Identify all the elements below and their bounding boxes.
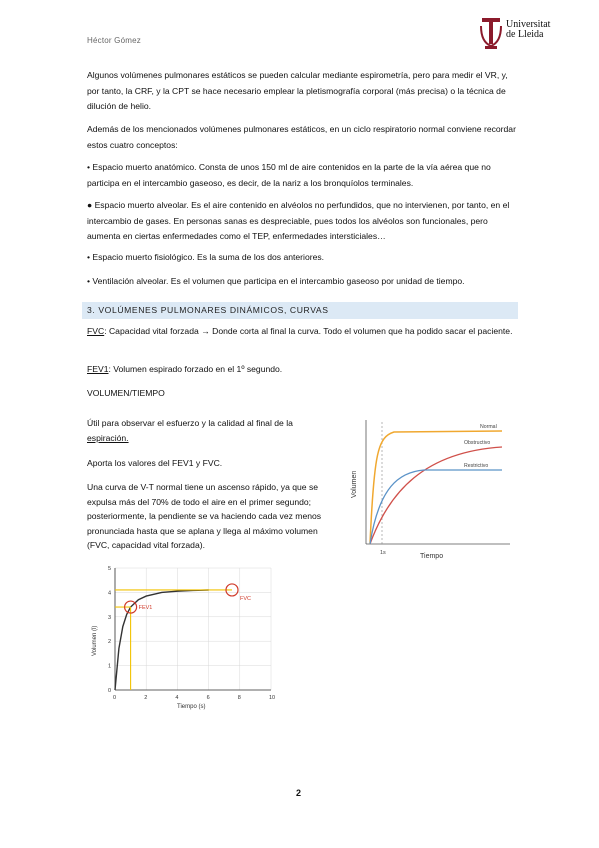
bullet-anatomic-dead-space: • Espacio muerto anatómico. Consta de unos 150 ml de aire contenidos en la parte de la vía aérea que no participa en el intercambio gaseoso, es decir, de la nariz a los bronquíolos terminales.	[87, 162, 491, 188]
bullet-alveolar-dead-space: ● Espacio muerto alveolar. Es el aire contenido en alvéolos no perfundidos, que no intervienen, por tanto, en el intercambio de gases. En personas sanas es despreciable, pues todos los alvéolos son funcionales, pero aumenta en ciertas enfermedades como el TEP, enfermedades intersticiales…	[87, 200, 510, 241]
university-logo	[478, 16, 551, 52]
subheading: VOLUMEN/TIEMPO	[87, 388, 165, 398]
y-tick-label: 4	[108, 590, 112, 597]
logo-line-2: de Lleida	[506, 29, 544, 40]
y-axis-label: Volumen	[351, 470, 358, 498]
note-useful	[87, 416, 322, 445]
fev1-definition	[87, 362, 517, 378]
legend-obstructivo: Obstructivo	[464, 440, 491, 446]
section-title: 3. VOLÚMENES PULMONARES DINÁMICOS, CURVAS	[87, 305, 329, 315]
logo-line-1: Universitat	[506, 19, 551, 30]
x-tick-label: 4	[175, 695, 179, 701]
x-tick-label: 6	[206, 695, 210, 701]
y-tick-label: 3	[108, 614, 112, 621]
chart-fev1-fvc	[87, 560, 283, 712]
section-heading	[82, 302, 518, 319]
x-tick-label: 8	[237, 695, 241, 701]
x-tick-label: 0	[113, 695, 117, 701]
note-values: Aporta los valores del FEV1 y FVC.	[87, 458, 223, 468]
fvc-text: : Capacidad vital forzada → Donde corta al final la curva. Todo el volumen que ha podido sacar el paciente.	[104, 326, 513, 336]
x-tick-label: 10	[269, 695, 276, 701]
note-normal-curve: Una curva de V-T normal tiene un ascenso rápido, ya que se expulsa más del 70% de todo el aire en el primer segundo; posteriormente, la pendiente se va haciendo cada vez menos pronunciada hasta que se aplana y llega al máximo volumen (FVC, capacidad vital forzada).	[87, 482, 322, 550]
fvc-term: FVC	[87, 326, 105, 336]
x-axis-label: Tiempo	[420, 553, 444, 560]
fev1-term: FEV1	[87, 364, 109, 374]
bullet-physiologic-dead-space: • Espacio muerto fisiológico. Es la suma de los dos anteriores.	[87, 252, 325, 262]
note-useful-line2: espiración.	[87, 432, 129, 443]
chart2-x-axis-label: Tiempo (s)	[177, 704, 206, 710]
tick-label-1s: 1s	[380, 550, 386, 556]
bullet-alveolar-ventilation: • Ventilación alveolar. Es el volumen que participa en el intercambio gaseoso por unidad de tiempo.	[87, 276, 465, 286]
fvc-definition	[87, 324, 517, 340]
y-tick-label: 1	[108, 663, 112, 670]
page-number: 2	[296, 788, 302, 798]
author-name: Héctor Gómez	[87, 36, 141, 45]
chart2-y-axis-label: Volumen (l)	[92, 625, 98, 656]
y-tick-label: 0	[108, 688, 112, 694]
fvc-label: FVC	[240, 595, 251, 602]
fev1-label: FEV1	[138, 605, 153, 612]
logo-emblem-icon	[478, 16, 504, 52]
chart-volume-time-patterns	[344, 412, 516, 564]
concepts-intro: Además de los mencionados volúmenes pulmonares estáticos, en un ciclo respiratorio normal conviene recordar estos cuatro conceptos:	[87, 124, 516, 150]
x-tick-label: 2	[144, 695, 148, 701]
y-tick-label: 5	[108, 566, 112, 572]
intro-paragraph: Algunos volúmenes pulmonares estáticos se pueden calcular mediante espirometría, pero para medir el VR, y, por tanto, la CRF, y la CPT se hace necesario emplear la pletismografía corporal (más precisa) o la técnica de dilución de helio.	[87, 70, 508, 111]
note-useful-line1: Útil para observar el esfuerzo y la calidad al final de la	[87, 418, 293, 428]
legend-normal: Normal	[480, 424, 497, 430]
legend-restrictivo: Restrictivo	[464, 463, 489, 469]
y-tick-label: 2	[108, 639, 112, 646]
fev1-text: : Volumen espirado forzado en el 1º segundo.	[108, 364, 283, 374]
